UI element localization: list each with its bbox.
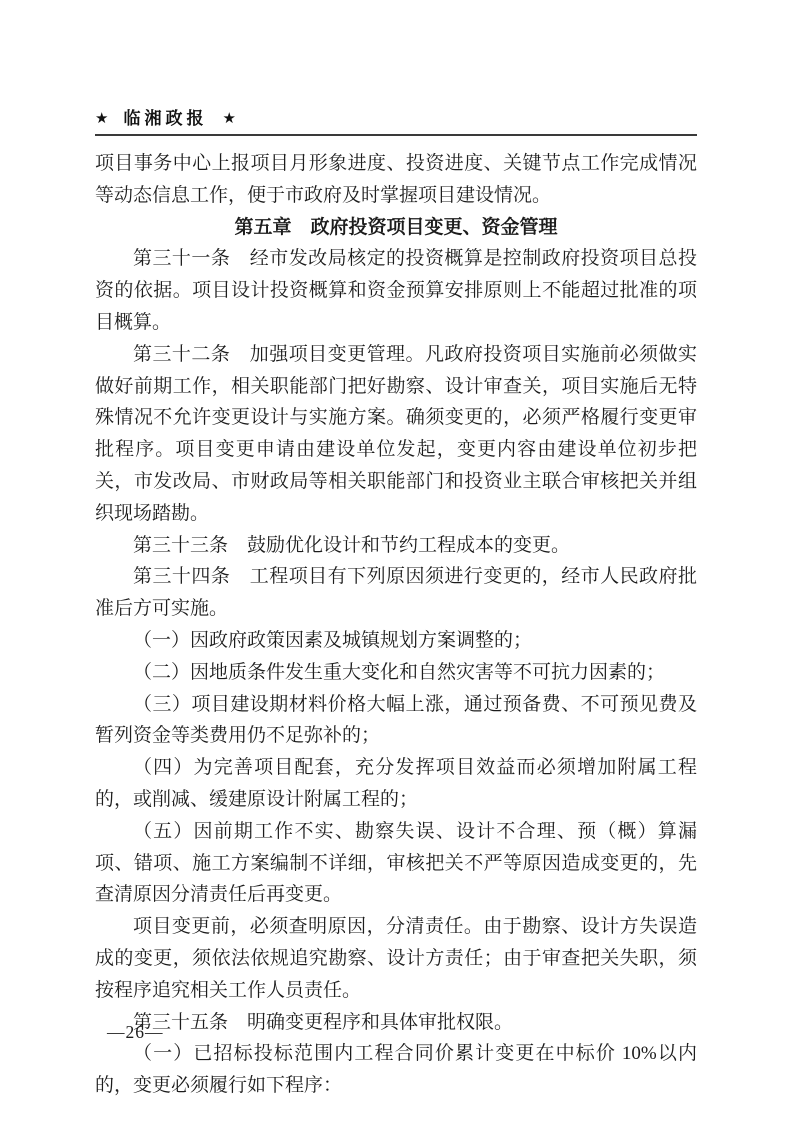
document-body	[95, 148, 697, 1102]
paragraph-article-31: 第三十一条 经市发改局核定的投资概算是控制政府投资项目总投资的依据。项目设计投资概算和资金预算安排原则上不能超过批准的项目概算。	[95, 248, 697, 333]
paragraph-continuation: 项目事务中心上报项目月形象进度、投资进度、关键节点工作完成情况等动态信息工作，便于市政府及时掌握项目建设情况。	[95, 153, 697, 206]
star-icon: ★	[222, 110, 236, 127]
star-icon: ★	[95, 110, 109, 127]
paragraph-article-35-item-1: （一）已招标投标范围内工程合同价累计变更在中标价 10%以内的，变更必须履行如下程序：	[95, 1043, 697, 1097]
paragraph-article-34: 第三十四条 工程项目有下列原因须进行变更的，经市人民政府批准后方可实施。	[95, 566, 697, 620]
page-header	[95, 110, 697, 136]
paragraph-article-32: 第三十二条 加强项目变更管理。凡政府投资项目实施前必须做实做好前期工作，相关职能部门把好勘察、设计审查关，项目实施后无特殊情况不允许变更设计与实施方案。确须变更的，必须严格履行变更审批程序。项目变更申请由建设单位发起，变更内容由建设单位初步把关，市发改局、市财政局等相关职能部门和投资业主联合审核把关并组织现场踏勘。	[95, 343, 697, 524]
paragraph-item-5: （五）因前期工作不实、勘察失误、设计不合理、预（概）算漏项、错项、施工方案编制不详细，审核把关不严等原因造成变更的，先查清原因分清责任后再变更。	[95, 820, 697, 906]
paragraph-item-3: （三）项目建设期材料价格大幅上涨，通过预备费、不可预见费及暂列资金等类费用仍不足弥补的；	[95, 693, 697, 747]
paragraph-article-33: 第三十三条 鼓励优化设计和节约工程成本的变更。	[133, 534, 571, 556]
paragraph-item-4: （四）为完善项目配套，充分发挥项目效益而必须增加附属工程的，或削减、缓建原设计附属工程的；	[95, 757, 697, 810]
chapter-heading: 第五章 政府投资项目变更、资金管理	[234, 216, 558, 238]
paragraph-responsibility: 项目变更前，必须查明原因，分清责任。由于勘察、设计方失误造成的变更，须依法依规追究勘察、设计方责任；由于审查把关失职，须按程序追究相关工作人员责任。	[95, 916, 697, 1001]
paragraph-item-1: （一）因政府政策因素及城镇规划方案调整的；	[133, 629, 533, 651]
page-number: —26—	[107, 1022, 164, 1042]
paragraph-article-35: 第三十五条 明确变更程序和具体审批权限。	[133, 1011, 514, 1033]
gazette-title: 临湘政报	[123, 109, 208, 128]
paragraph-item-2: （二）因地质条件发生重大变化和自然灾害等不可抗力因素的；	[133, 661, 666, 683]
